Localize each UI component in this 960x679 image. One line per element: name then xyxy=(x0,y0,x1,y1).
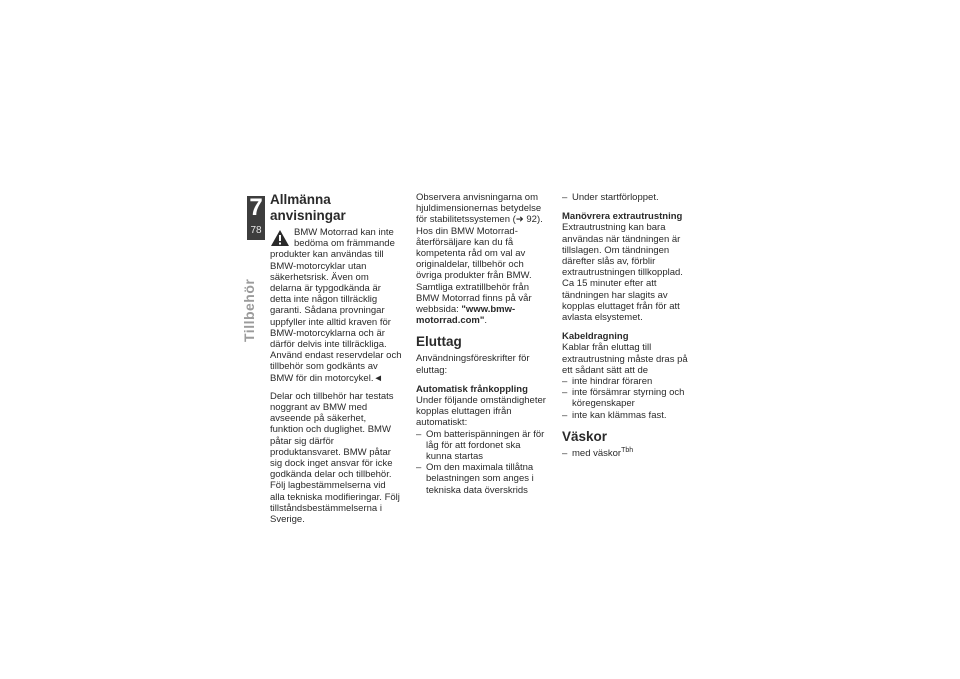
list-item: – Under startförloppet. xyxy=(562,192,694,203)
paragraph: produkter kan användas till BMW-motorcyklar utan säkerhetsrisk. Även om delarna är typgodkända är detta inte någon tillräcklig garanti. Sådana provningar uppfyller inte alltid kraven för BMW-motorcyklarna och är därför delvis inte tillräckliga. xyxy=(270,249,391,351)
page-number: 78 xyxy=(250,225,262,236)
column-3 xyxy=(562,192,694,459)
side-chapter-title: Tillbehör xyxy=(241,278,257,342)
paragraph: Följ lagbestämmelserna vid alla tekniska modifieringar. Följ tillståndsbestämmelserna i Sverige. xyxy=(270,480,400,526)
paragraph: Extrautrustning kan bara användas när tändningen är tillslagen. Om tändningen därefter slås av, förblir extrautrustningen tillkopplad. Ca 15 minuter efter att tändningen har slagits av kopplas eluttaget från för att avlasta elsystemet. xyxy=(562,222,683,324)
paragraph: Under följande omständigheter kopplas eluttagen ifrån automatiskt: xyxy=(416,395,546,429)
list-item: – inte kan klämmas fast. xyxy=(562,410,694,421)
subheading-cable-routing: Kabeldragning xyxy=(562,331,629,343)
heading-vaskor: Väskor xyxy=(562,428,608,444)
option-code: Tbh xyxy=(621,446,634,454)
disconnect-list xyxy=(416,429,548,496)
continued-list xyxy=(562,192,694,203)
list-item: – Om batterispänningen är för låg för att fordonet ska kunna startas xyxy=(416,429,548,463)
paragraph: Användningsföreskrifter för eluttag: xyxy=(416,353,530,376)
paragraph-text: Hos din BMW Motorrad-återförsäljare kan du få kompetenta råd om val av originaldelar, tillbehör och övriga produkter från BMW. Samtliga extratillbehör från BMW Motorrad finns på vår webbsida: xyxy=(416,225,532,316)
column-2 xyxy=(416,192,548,496)
subheading-operate-accessories: Manövrera extrautrustning xyxy=(562,211,683,223)
warning-block xyxy=(270,227,402,249)
paragraph: Använd endast reservdelar och tillbehör som godkänts av BMW för din motorcykel.◄ xyxy=(270,350,402,384)
chapter-number: 7 xyxy=(249,194,263,221)
website-link[interactable]: "www.bmw-motorrad.com" xyxy=(416,304,516,327)
list-item: – inte försämrar styrning och köregenskaper xyxy=(562,387,694,409)
warning-triangle-icon xyxy=(270,229,290,247)
paragraph: Observera anvisningarna om hjuldimensionernas betydelse för stabilitetssystemen (➜ 92). xyxy=(416,192,543,226)
list-item: – med väskor$^{Tbh}$ xyxy=(562,448,694,459)
list-item: – Om den maximala tillåtna belastningen som anges i tekniska data överskrids xyxy=(416,462,548,496)
warning-line-1: BMW Motorrad kan inte xyxy=(294,227,394,238)
paragraph: Kablar från eluttag till extrautrustning måste dras på ett sådant sätt att de xyxy=(562,342,688,376)
warning-line-2: bedöma om främmande xyxy=(294,238,395,250)
list-item: – inte hindrar föraren xyxy=(562,376,694,387)
paragraph: Hos din BMW Motorrad-återförsäljare kan du få kompetenta råd om val av originaldelar, tillbehör och övriga produkter från BMW. Samtliga extratillbehör från BMW Motorrad finns på vår webbsida: "www.bmw-motorrad.com". xyxy=(416,225,532,327)
cable-list xyxy=(562,376,694,421)
column-1 xyxy=(270,192,402,525)
paragraph: Delar och tillbehör har testats noggrant av BMW med avseende på säkerhet, funktion och duglighet. BMW påtar sig därför produktansvaret. BMW påtar sig dock inget ansvar för icke godkända delar och tillbehör. xyxy=(270,390,394,481)
heading-general-instructions: Allmänna anvisningar xyxy=(270,192,346,223)
heading-eluttag: Eluttag xyxy=(416,334,462,350)
subheading-automatic-disconnect: Automatisk frånkoppling xyxy=(416,383,528,395)
bags-list xyxy=(562,448,694,459)
